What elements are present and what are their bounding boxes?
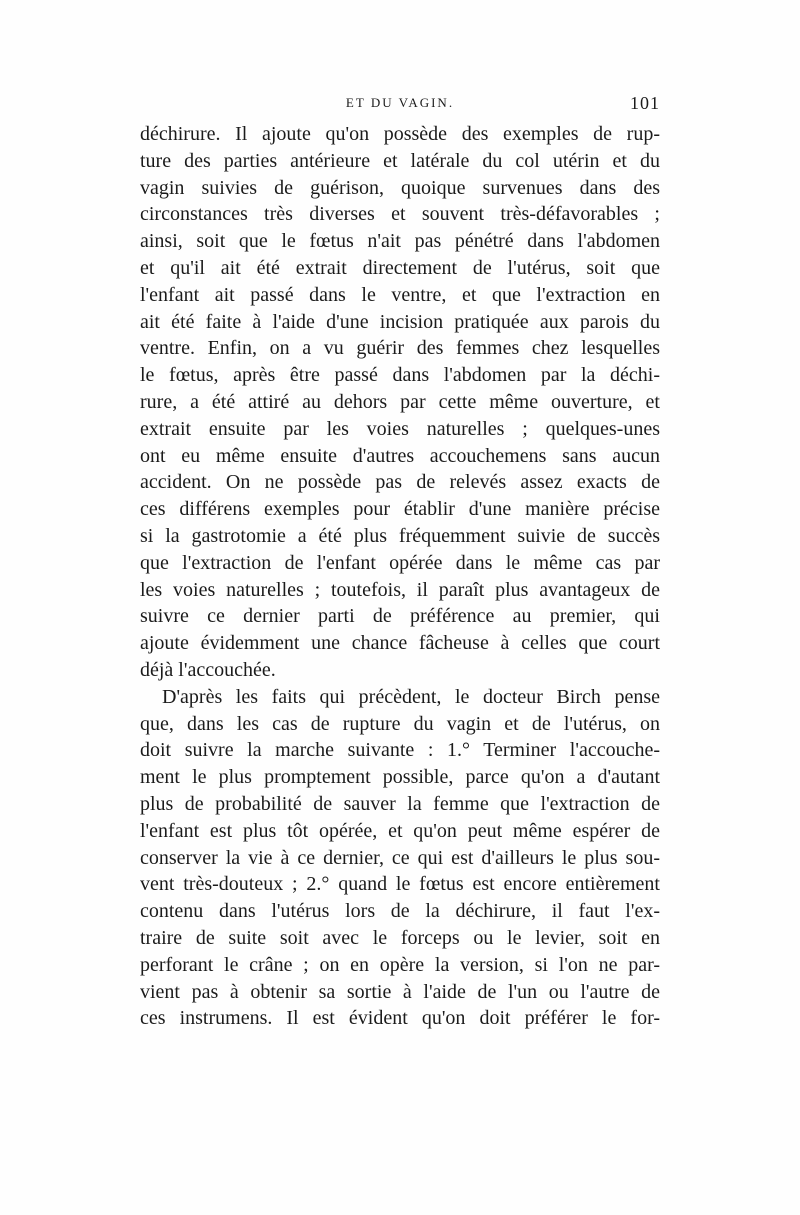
text-line: suivre ce dernier parti de préférence au premier, qui — [140, 605, 660, 628]
text-line: contenu dans l'utérus lors de la déchirure, il faut l'ex- — [140, 900, 660, 923]
text-line: et qu'il ait été extrait directement de l'utérus, soit que — [140, 256, 660, 279]
page-number: 101 — [630, 93, 660, 113]
text-line: les voies naturelles ; toutefois, il paraît plus avantageux de — [140, 578, 660, 601]
text-line: ajoute évidemment une chance fâcheuse à celles que court — [140, 632, 660, 655]
text-line: plus de probabilité de sauver la femme que l'extraction de — [140, 792, 660, 815]
text-line: l'enfant ait passé dans le ventre, et que l'extraction en — [140, 283, 660, 306]
text-line: extrait ensuite par les voies naturelles ; quelques-unes — [140, 417, 660, 440]
body-text — [140, 121, 660, 1032]
text-line: ces différens exemples pour établir d'une manière précise — [140, 498, 660, 521]
text-line: ture des parties antérieure et latérale du col utérin et du — [140, 149, 660, 172]
text-line: vagin suivies de guérison, quoique survenues dans des — [140, 176, 660, 199]
text-line: ait été faite à l'aide d'une incision pratiquée aux parois du — [140, 310, 660, 333]
text-line: accident. On ne possède pas de relevés assez exacts de — [140, 471, 660, 494]
text-line: si la gastrotomie a été plus fréquemment suivie de succès — [140, 524, 660, 547]
text-line: traire de suite soit avec le forceps ou le levier, soit en — [140, 926, 660, 949]
text-line: ventre. Enfin, on a vu guérir des femmes chez lesquelles — [140, 337, 660, 360]
text-line: que, dans les cas de rupture du vagin et de l'utérus, on — [140, 712, 660, 735]
text-line: déchirure. Il ajoute qu'on possède des exemples de rup- — [140, 123, 660, 145]
text-line: rure, a été attiré au dehors par cette même ouverture, et — [140, 390, 660, 413]
text-line: conserver la vie à ce dernier, ce qui est d'ailleurs le plus sou- — [140, 846, 660, 869]
running-title: ET DU VAGIN. — [345, 95, 455, 110]
paragraph-start-line: D'après les faits qui précèdent, le docteur Birch pense — [162, 685, 660, 708]
text-line: vent très-douteux ; 2.° quand le fœtus est encore entièrement — [140, 873, 660, 896]
text-line: doit suivre la marche suivante : 1.° Terminer l'accouche- — [140, 739, 660, 762]
text-line: circonstances très diverses et souvent très-défavorables ; — [140, 203, 660, 226]
text-line: perforant le crâne ; on en opère la version, si l'on ne par- — [140, 953, 660, 976]
paragraph-end-line: déjà l'accouchée. — [140, 658, 276, 681]
text-line: le fœtus, après être passé dans l'abdomen par la déchi- — [140, 364, 660, 387]
text-line: ment le plus promptement possible, parce qu'on a d'autant — [140, 766, 660, 789]
text-line: ces instrumens. Il est évident qu'on doit préférer le for- — [140, 1007, 660, 1030]
text-line: ont eu même ensuite d'autres accouchemens sans aucun — [140, 444, 660, 467]
text-line: l'enfant est plus tôt opérée, et qu'on peut même espérer de — [140, 819, 660, 842]
text-line: que l'extraction de l'enfant opérée dans le même cas par — [140, 551, 660, 574]
text-line: vient pas à obtenir sa sortie à l'aide de l'un ou l'autre de — [140, 980, 660, 1003]
text-line: ainsi, soit que le fœtus n'ait pas pénétré dans l'abdomen — [140, 230, 660, 253]
running-head — [140, 93, 660, 117]
